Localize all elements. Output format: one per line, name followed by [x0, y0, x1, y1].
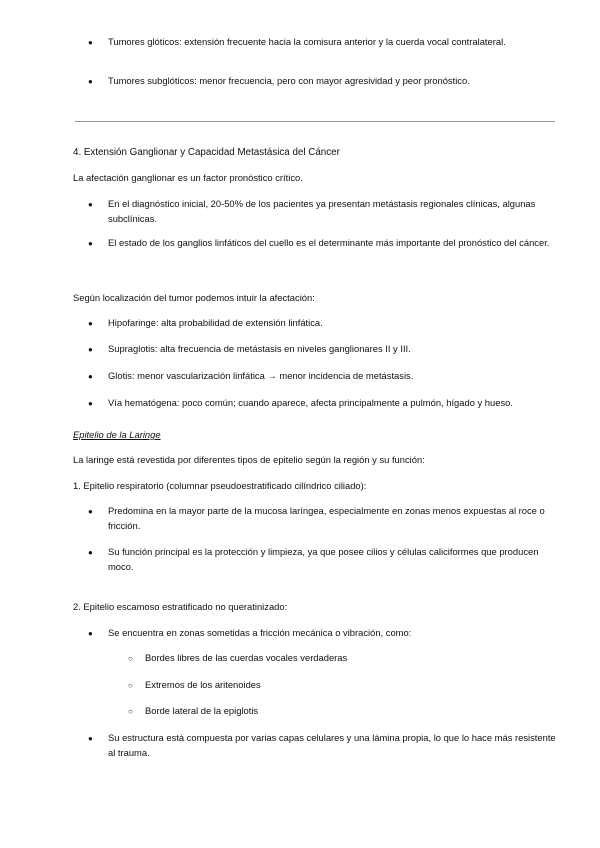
bullet-icon: ● [88, 319, 93, 328]
sub-list-item: Extremos de los aritenoides [145, 679, 261, 690]
bullet-icon: ● [88, 372, 93, 381]
subsection-title: Epitelio de la Laringe [73, 429, 161, 440]
list-item: El estado de los ganglios linfáticos del cuello es el determinante más importante del pronóstico del cáncer. [108, 237, 550, 248]
bullet-icon: ● [88, 239, 93, 248]
bullet-icon: ● [88, 345, 93, 354]
bullet-icon: ● [88, 734, 93, 743]
sub-bullet-icon: ○ [128, 681, 133, 690]
list-item: Vía hematógena: poco común; cuando aparece, afecta principalmente a pulmón, hígado y hueso. [108, 397, 513, 408]
subheading: 1. Epitelio respiratorio (columnar pseudoestratificado cilíndrico ciliado): [73, 480, 367, 491]
sub-bullet-icon: ○ [128, 707, 133, 716]
sub-list-item: Borde lateral de la epiglotis [145, 705, 259, 716]
bullet-icon: ● [88, 507, 93, 516]
list-item: Su función principal es la protección y limpieza, ya que posee cilios y células caliciformes que producen moco. [108, 546, 539, 572]
bullet-icon: ● [88, 548, 93, 557]
bullet-icon: ● [88, 629, 93, 638]
paragraph: La laringe está revestida por diferentes tipos de epitelio según la región y su función: [73, 454, 425, 465]
list-item: En el diagnóstico inicial, 20-50% de los pacientes ya presentan metástasis regionales clínicas, algunas subclínicas. [108, 198, 536, 224]
list-item: Su estructura está compuesta por varias capas celulares y una lámina propia, lo que lo hace más resistente al trauma. [108, 732, 556, 758]
sub-list-item: Bordes libres de las cuerdas vocales verdaderas [145, 652, 348, 663]
bullet-icon: ● [88, 38, 93, 47]
paragraph: Según localización del tumor podemos intuir la afectación: [73, 292, 315, 303]
list-item: Se encuentra en zonas sometidas a fricción mecánica o vibración, como: [108, 627, 412, 638]
sub-bullet-icon: ○ [128, 654, 133, 663]
list-item: Predomina en la mayor parte de la mucosa laríngea, especialmente en zonas menos expuestas al roce o fricción. [108, 505, 545, 531]
bullet-icon: ● [88, 77, 93, 86]
paragraph: La afectación ganglionar es un factor pronóstico crítico. [73, 172, 303, 183]
bullet-icon: ● [88, 399, 93, 408]
bullet-icon: ● [88, 200, 93, 209]
horizontal-divider [75, 121, 555, 122]
subheading: 2. Epitelio escamoso estratificado no queratinizado: [73, 601, 288, 612]
list-item: Tumores glóticos: extensión frecuente hacia la comisura anterior y la cuerda vocal contralateral. [108, 36, 506, 47]
list-item: Supraglotis: alta frecuencia de metástasis en niveles ganglionares II y III. [108, 343, 411, 354]
list-item: Hipofaringe: alta probabilidad de extensión linfática. [108, 317, 323, 328]
list-item: Glotis: menor vascularización linfática → menor incidencia de metástasis. [108, 370, 414, 381]
list-item: Tumores subglóticos: menor frecuencia, pero con mayor agresividad y peor pronóstico. [108, 75, 470, 86]
section-heading: 4. Extensión Ganglionar y Capacidad Metastásica del Cáncer [73, 147, 340, 158]
